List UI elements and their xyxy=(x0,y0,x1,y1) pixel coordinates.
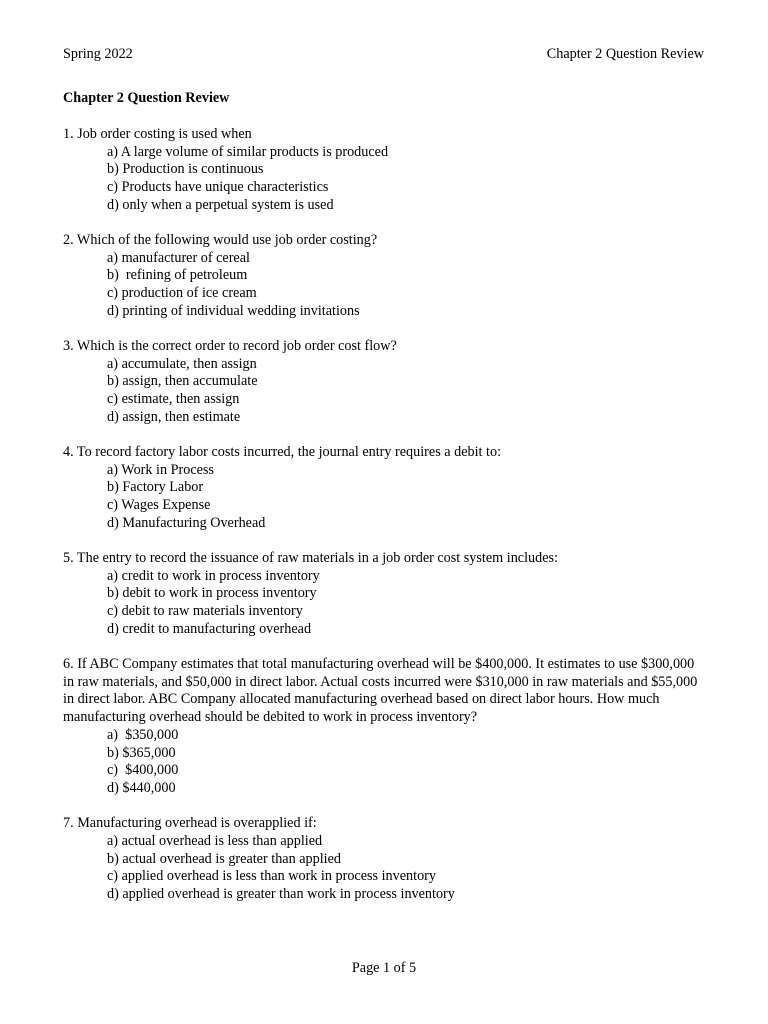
option-d: d) credit to manufacturing overhead xyxy=(107,620,312,637)
document-title: Chapter 2 Question Review xyxy=(63,90,230,106)
option-c: c) production of ice cream xyxy=(107,285,257,302)
option-b: b) debit to work in process inventory xyxy=(107,585,317,602)
question-2 xyxy=(63,232,708,321)
question-list xyxy=(63,126,708,921)
option-c: c) debit to raw materials inventory xyxy=(107,603,303,620)
option-d: d) applied overhead is greater than work in process inventory xyxy=(107,886,455,903)
question-text: 4. To record factory labor costs incurred, the journal entry requires a debit to: xyxy=(63,444,502,461)
option-b: b) assign, then accumulate xyxy=(107,373,258,390)
option-b: b) refining of petroleum xyxy=(107,267,248,284)
option-a: a) Work in Process xyxy=(107,461,214,478)
option-d: d) printing of individual wedding invitations xyxy=(107,302,360,319)
option-d: d) $440,000 xyxy=(107,780,176,796)
option-a: a) manufacturer of cereal xyxy=(107,249,250,266)
option-a: a) credit to work in process inventory xyxy=(107,567,320,584)
question-text: 3. Which is the correct order to record job order cost flow? xyxy=(63,338,397,355)
option-c: c) Products have unique characteristics xyxy=(107,179,329,196)
page-number: Page 1 of 5 xyxy=(351,960,417,976)
option-d: d) Manufacturing Overhead xyxy=(107,514,266,531)
question-1 xyxy=(63,126,708,215)
question-4 xyxy=(63,444,708,533)
option-a: a) accumulate, then assign xyxy=(107,355,257,372)
question-text: 7. Manufacturing overhead is overapplied if: xyxy=(63,815,317,832)
question-6 xyxy=(63,656,708,798)
header-term: Spring 2022 xyxy=(63,46,133,62)
option-c: c) applied overhead is less than work in process inventory xyxy=(107,868,436,885)
page-header xyxy=(63,46,704,66)
option-b: b) Factory Labor xyxy=(107,479,204,496)
option-c: c) $400,000 xyxy=(107,762,179,779)
option-b: b) $365,000 xyxy=(107,744,176,761)
header-chapter: Chapter 2 Question Review xyxy=(546,46,704,62)
question-text: 1. Job order costing is used when xyxy=(63,126,252,142)
question-7 xyxy=(63,815,708,904)
question-text: 5. The entry to record the issuance of raw materials in a job order cost system includes: xyxy=(63,550,558,567)
question-text: 6. If ABC Company estimates that total manufacturing overhead will be $400,000. It estimates to use $300,000 in raw materials, and $50,000 in direct labor. Actual costs incurred were $310,000 in raw materials and $55,000 in direct labor. ABC Company allocated manufacturing overhead based on direct labor hours. How much manufacturing overhead should be debited to work in process inventory? xyxy=(63,656,698,726)
option-b: b) actual overhead is greater than applied xyxy=(107,850,341,867)
option-d: d) only when a perpetual system is used xyxy=(107,196,334,213)
option-a: a) actual overhead is less than applied xyxy=(107,832,323,849)
option-b: b) Production is continuous xyxy=(107,161,264,178)
question-text: 2. Which of the following would use job order costing? xyxy=(63,232,378,249)
option-a: a) $350,000 xyxy=(107,726,179,743)
option-d: d) assign, then estimate xyxy=(107,408,241,425)
option-a: a) A large volume of similar products is produced xyxy=(107,143,389,160)
option-c: c) estimate, then assign xyxy=(107,391,240,408)
question-3 xyxy=(63,338,708,427)
question-5 xyxy=(63,550,708,639)
option-c: c) Wages Expense xyxy=(107,497,211,514)
